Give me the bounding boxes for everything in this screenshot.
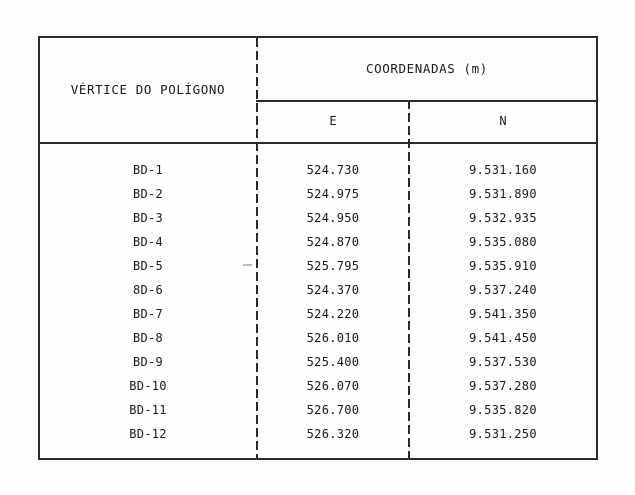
cell-vertice: BD-9 <box>132 355 164 369</box>
table-border-right <box>596 36 598 460</box>
table-row <box>40 230 596 254</box>
cell-vertice: BD-3 <box>132 211 164 225</box>
cell-n: 9.531.890 <box>469 187 537 201</box>
header-label-vertice: VÉRTICE DO POLÍGONO <box>70 81 226 97</box>
header-label-e: E <box>329 114 337 128</box>
cell-n: 9.541.450 <box>469 331 537 345</box>
table-row <box>40 422 596 446</box>
cell-e: 526.700 <box>306 403 360 417</box>
table-body <box>40 158 596 446</box>
table-row <box>40 326 596 350</box>
cell-e: 524.975 <box>306 187 360 201</box>
cell-n: 9.532.935 <box>469 211 537 225</box>
cell-n: 9.535.910 <box>469 259 537 273</box>
header-divider-bottom <box>40 142 596 144</box>
header-cell-coordenadas <box>258 36 596 100</box>
cell-vertice: BD-1 <box>132 163 164 177</box>
scan-artifact <box>243 264 252 266</box>
cell-e: 524.870 <box>306 235 360 249</box>
cell-e: 525.400 <box>306 355 360 369</box>
cell-vertice: BD-12 <box>129 427 167 441</box>
cell-vertice: BD-11 <box>129 403 167 417</box>
cell-e: 525.795 <box>306 259 360 273</box>
cell-e: 524.730 <box>306 163 360 177</box>
cell-e: 526.320 <box>306 427 360 441</box>
cell-e: 524.220 <box>306 307 360 321</box>
header-label-coordenadas: COORDENADAS (m) <box>366 60 488 76</box>
cell-vertice: BD-4 <box>132 235 164 249</box>
table-row <box>40 254 596 278</box>
table-row <box>40 398 596 422</box>
table-row <box>40 206 596 230</box>
cell-n: 9.535.080 <box>469 235 537 249</box>
cell-e: 526.010 <box>306 331 360 345</box>
table-row <box>40 302 596 326</box>
cell-e: 524.370 <box>306 283 360 297</box>
cell-vertice: 8D-6 <box>132 283 164 297</box>
cell-vertice: BD-8 <box>132 331 164 345</box>
header-cell-vertice <box>40 36 256 142</box>
table-row <box>40 158 596 182</box>
header-cell-e <box>258 100 408 142</box>
table-row <box>40 278 596 302</box>
cell-vertice: BD-2 <box>132 187 164 201</box>
cell-vertice: BD-10 <box>129 379 167 393</box>
coordinates-table <box>38 36 598 460</box>
cell-n: 9.537.240 <box>469 283 537 297</box>
header-label-n: N <box>499 114 507 128</box>
cell-n: 9.541.350 <box>469 307 537 321</box>
cell-n: 9.531.250 <box>469 427 537 441</box>
table-row <box>40 374 596 398</box>
cell-n: 9.535.820 <box>469 403 537 417</box>
cell-n: 9.537.280 <box>469 379 537 393</box>
cell-n: 9.531.160 <box>469 163 537 177</box>
cell-n: 9.537.530 <box>469 355 537 369</box>
cell-e: 526.070 <box>306 379 360 393</box>
cell-vertice: BD-5 <box>132 259 164 273</box>
cell-vertice: BD-7 <box>132 307 164 321</box>
header-cell-n <box>410 100 596 142</box>
table-border-bottom <box>38 458 598 460</box>
cell-e: 524.950 <box>306 211 360 225</box>
table-row <box>40 182 596 206</box>
table-row <box>40 350 596 374</box>
